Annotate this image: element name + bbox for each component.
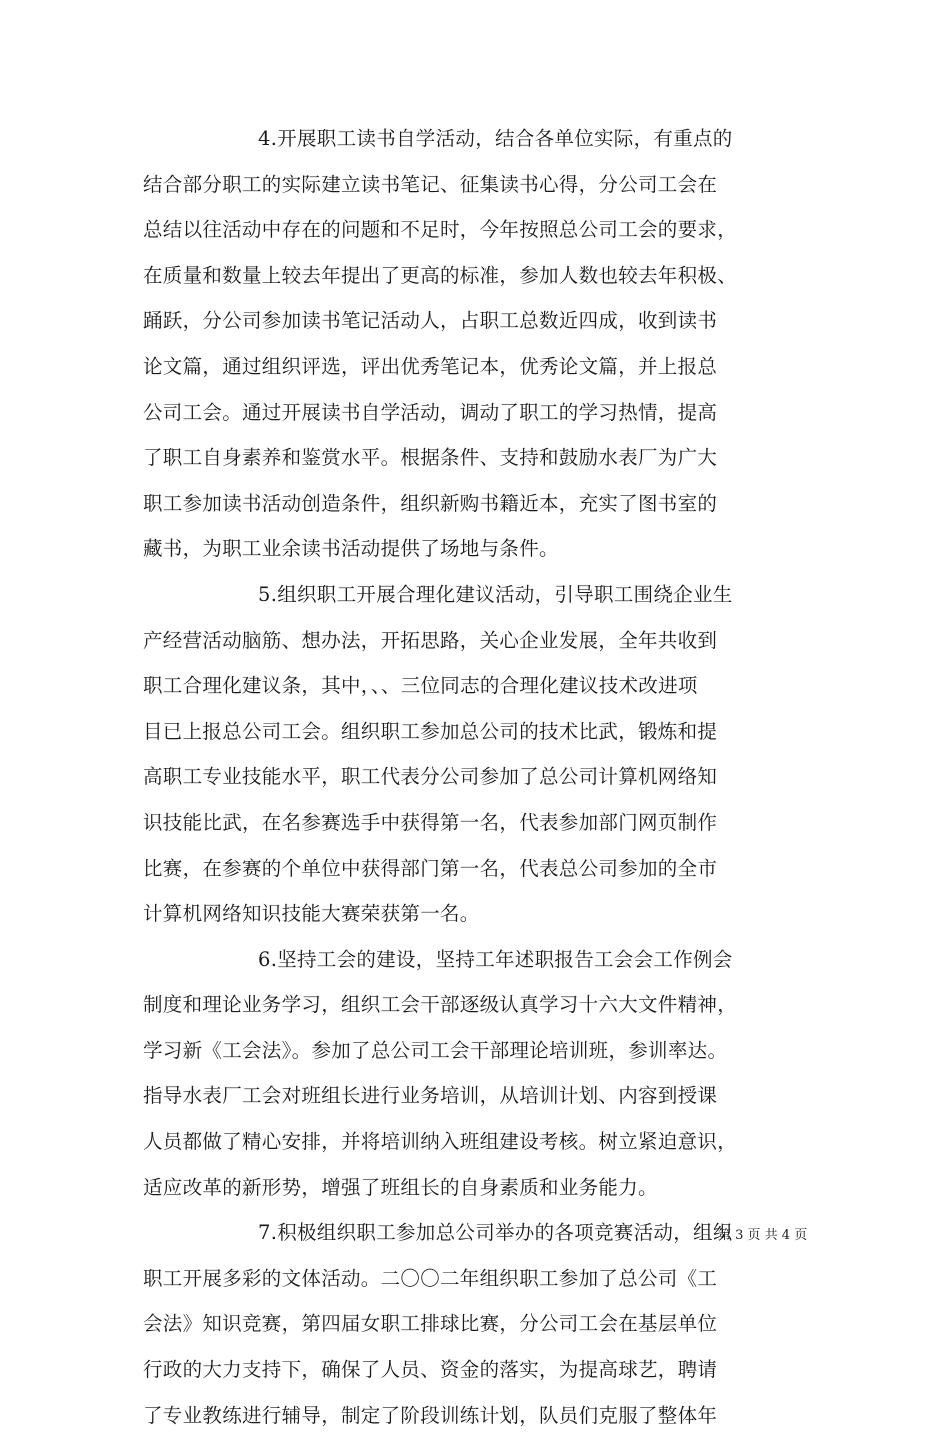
text-line: 人员都做了精心安排，并将培训纳入班组建设考核。树立紧迫意识， bbox=[143, 1130, 738, 1154]
text-line: 论文篇，通过组织评选，评出优秀笔记本，优秀论文篇，并上报总 bbox=[143, 354, 718, 378]
text-line: 公司工会。通过开展读书自学活动，调动了职工的学习热情，提高 bbox=[143, 400, 718, 424]
text-line: 学习新《工会法》。参加了总公司工会干部理论培训班，参训率达。 bbox=[143, 1038, 728, 1062]
text-line: 会法》知识竞赛，第四届女职工排球比赛，分公司工会在基层单位 bbox=[143, 1312, 718, 1336]
text-line: 5.组织职工开展合理化建议活动，引导职工围绕企业生 bbox=[258, 582, 733, 606]
text-line: 藏书，为职工业余读书活动提供了场地与条件。 bbox=[143, 537, 559, 561]
text-line: 高职工专业技能水平，职工代表分公司参加了总公司计算机网络知 bbox=[143, 765, 718, 789]
paragraph-7 bbox=[143, 1210, 811, 1438]
text-line: 制度和理论业务学习，组织工会干部逐级认真学习十六大文件精神， bbox=[143, 993, 738, 1017]
body-text bbox=[143, 116, 811, 1438]
page-number: 第 3 页 共 4 页 bbox=[718, 1228, 808, 1243]
paragraph-6 bbox=[143, 937, 811, 1211]
text-line: 指导水表厂工会对班组长进行业务培训，从培训计划、内容到授课 bbox=[143, 1084, 718, 1108]
text-line: 适应改革的新形势，增强了班组长的自身素质和业务能力。 bbox=[143, 1175, 658, 1199]
text-line: 在质量和数量上较去年提出了更高的标准，参加人数也较去年积极、 bbox=[143, 263, 738, 287]
text-line: 结合部分职工的实际建立读书笔记、征集读书心得，分公司工会在 bbox=[143, 172, 718, 196]
text-line: 7.积极组织职工参加总公司举办的各项竞赛活动，组织 bbox=[258, 1221, 733, 1245]
text-line: 目已上报总公司工会。组织职工参加总公司的技术比武，锻炼和提 bbox=[143, 719, 718, 743]
text-line: 了职工自身素养和鉴赏水平。根据条件、支持和鼓励水表厂为广大 bbox=[143, 446, 718, 470]
text-line: 了专业教练进行辅导，制定了阶段训练计划，队员们克服了整体年 bbox=[143, 1403, 718, 1427]
text-line: 职工合理化建议条，其中，、、三位同志的合理化建议技术改进项 bbox=[143, 674, 698, 698]
text-line: 总结以往活动中存在的问题和不足时，今年按照总公司工会的要求， bbox=[143, 218, 738, 242]
text-line: 产经营活动脑筋、想办法，开拓思路，关心企业发展，全年共收到 bbox=[143, 628, 718, 652]
text-line: 职工参加读书活动创造条件，组织新购书籍近本，充实了图书室的 bbox=[143, 491, 718, 515]
text-line: 比赛，在参赛的个单位中获得部门第一名，代表总公司参加的全市 bbox=[143, 856, 718, 880]
text-line: 4.开展职工读书自学活动，结合各单位实际，有重点的 bbox=[258, 127, 733, 150]
text-line: 识技能比武，在名参赛选手中获得第一名，代表参加部门网页制作 bbox=[143, 810, 718, 834]
paragraph-4 bbox=[143, 116, 811, 572]
paragraph-5 bbox=[143, 572, 811, 937]
text-line: 6.坚持工会的建设，坚持工年述职报告工会会工作例会 bbox=[258, 947, 733, 971]
text-line: 踊跃，分公司参加读书笔记活动人，占职工总数近四成，收到读书 bbox=[143, 309, 718, 333]
text-line: 计算机网络知识技能大赛荣获第一名。 bbox=[143, 902, 480, 926]
text-line: 行政的大力支持下，确保了人员、资金的落实，为提高球艺，聘请 bbox=[143, 1358, 718, 1382]
text-line: 职工开展多彩的文体活动。二〇〇二年组织职工参加了总公司《工 bbox=[143, 1266, 718, 1290]
